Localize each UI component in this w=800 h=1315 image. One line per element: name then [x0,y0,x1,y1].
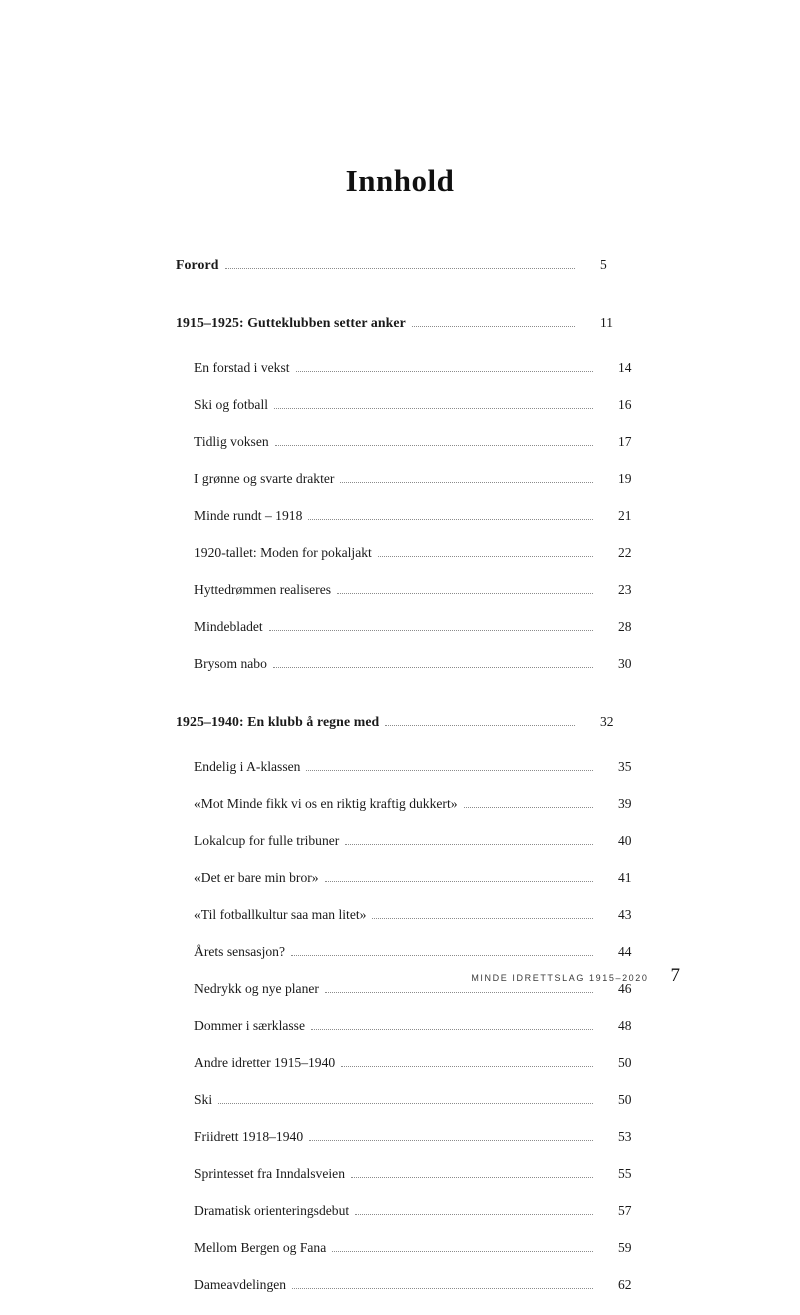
toc-entry-page-number: 41 [618,870,632,885]
toc-row-gap [176,273,628,295]
toc-entry-label: Dommer i særklasse [194,1018,306,1033]
toc-entry-sub[interactable] [176,1204,646,1219]
toc-entry-label: Friidrett 1918–1940 [194,1129,304,1144]
toc-entry-sub[interactable] [176,472,646,487]
toc-entry-page-number: 55 [618,1166,632,1181]
toc-entry-label: Dameavdelingen [194,1277,287,1292]
toc-entry-label: «Det er bare min bror» [194,870,319,885]
toc-entry-page-number: 5 [600,257,607,272]
toc-entry-page-number: 28 [618,619,632,634]
toc-entry-sub[interactable] [176,1278,646,1293]
toc-entry-major[interactable] [176,715,628,730]
toc-entry-sub[interactable] [176,1167,646,1182]
toc-entry-page-number: 35 [618,759,632,774]
toc-entry-label: Endelig i A-klassen [194,759,301,774]
footer-page-number: 7 [670,965,680,986]
toc-entry-sub[interactable] [176,834,646,849]
toc-row-gap [176,775,628,797]
toc-row-gap [176,812,628,834]
toc-row-gap [176,886,628,908]
toc-leader-dots [291,954,593,956]
toc-row-gap [176,1145,628,1167]
toc-row-gap [176,598,628,620]
toc-entry-sub[interactable] [176,1130,646,1145]
toc-entry-sub[interactable] [176,435,646,450]
toc-entry-sub[interactable] [176,1093,646,1108]
toc-row-gap [176,1256,628,1278]
toc-entry-page-number: 53 [618,1129,632,1144]
toc-entry-major[interactable] [176,258,628,273]
toc-entry-sub[interactable] [176,1241,646,1256]
toc-entry-sub[interactable] [176,583,646,598]
toc-leader-dots [309,1139,593,1141]
toc-leader-dots [269,629,593,631]
toc-entry-label: Dramatisk orienteringsdebut [194,1203,350,1218]
toc-leader-dots [378,555,593,557]
toc-row-gap [176,487,628,509]
toc-leader-dots [351,1176,593,1178]
toc-leader-dots [355,1213,593,1215]
toc-entry-page-number: 32 [600,714,614,729]
toc-row-gap [176,635,628,657]
toc-entry-label: Forord [176,257,219,272]
toc-entry-label: I grønne og svarte drakter [194,471,335,486]
toc-entry-page-number: 30 [618,656,632,671]
toc-entry-sub[interactable] [176,361,646,376]
toc-leader-dots [372,917,593,919]
toc-leader-dots [345,843,593,845]
toc-row-gap [176,672,628,694]
toc-leader-dots [218,1102,593,1104]
toc-row-gap [176,524,628,546]
toc-row-gap [176,1108,628,1130]
toc-entry-label: Hyttedrømmen realiseres [194,582,332,597]
toc-entry-page-number: 62 [618,1277,632,1292]
toc-leader-dots [332,1250,593,1252]
toc-entry-page-number: 43 [618,907,632,922]
toc-row-gap [176,376,628,398]
toc-entry-page-number: 39 [618,796,632,811]
toc-entry-page-number: 11 [600,315,613,330]
toc-leader-dots [292,1287,593,1289]
toc-entry-sub[interactable] [176,1019,646,1034]
toc-row-gap [176,1293,628,1315]
toc-entry-label: Ski [194,1092,213,1107]
toc-row-gap [176,997,628,1019]
toc-entry-label: Tidlig voksen [194,434,269,449]
page-title: Innhold [345,163,455,198]
toc-entry-label: Minde rundt – 1918 [194,508,303,523]
toc-entry-sub[interactable] [176,908,646,923]
toc-leader-dots [308,518,593,520]
toc-entry-major[interactable] [176,316,628,331]
toc-entry-page-number: 16 [618,397,632,412]
toc-entry-page-number: 40 [618,833,632,848]
toc-entry-label: 1920-tallet: Moden for pokaljakt [194,545,372,560]
toc-entry-page-number: 59 [618,1240,632,1255]
toc-leader-dots [273,666,593,668]
toc-leader-dots [412,325,575,327]
toc-entry-label: Sprintesset fra Inndalsveien [194,1166,345,1181]
toc-entry-page-number: 44 [618,944,632,959]
toc-row-gap [176,1219,628,1241]
toc-entry-page-number: 48 [618,1018,632,1033]
toc-entry-page-number: 19 [618,471,632,486]
toc-entry-page-number: 46 [618,981,632,996]
toc-entry-page-number: 22 [618,545,632,560]
toc-row-gap [176,849,628,871]
toc-entry-label: «Mot Minde fikk vi os en riktig kraftig dukkert» [194,796,458,811]
toc-leader-dots [464,806,593,808]
toc-leader-dots [311,1028,593,1030]
toc-spacer [176,295,628,316]
toc-entry-label: Ski og fotball [194,397,269,412]
toc-leader-dots [275,444,593,446]
toc-leader-dots [325,991,593,993]
toc-entry-sub[interactable] [176,1056,646,1071]
toc-leader-dots [325,880,593,882]
toc-entry-sub[interactable] [176,546,646,561]
toc-entry-label: Lokalcup for fulle tribuner [194,833,340,848]
toc-entry-sub[interactable] [176,657,646,672]
toc-entry-label: En forstad i vekst [194,360,290,375]
toc-entry-sub[interactable] [176,797,646,812]
toc-entry-page-number: 57 [618,1203,632,1218]
toc-entry-label: 1925–1940: En klubb å regne med [176,714,380,729]
toc-spacer [176,694,628,715]
toc-entry-sub[interactable] [176,945,646,960]
toc-entry-label: Andre idretter 1915–1940 [194,1055,336,1070]
toc-entry-label: «Til fotballkultur saa man litet» [194,907,367,922]
toc-entry-label: Nedrykk og nye planer [194,981,319,996]
toc-entry-sub[interactable] [176,760,646,775]
toc-leader-dots [340,481,593,483]
toc-entry-sub[interactable] [176,509,646,524]
toc-leader-dots [306,769,593,771]
toc-entry-sub[interactable] [176,398,646,413]
page-footer [0,965,800,987]
toc-entry-page-number: 50 [618,1092,632,1107]
toc-entry-label: Brysom nabo [194,656,267,671]
toc-row-gap [176,1182,628,1204]
toc-leader-dots [385,724,575,726]
table-of-contents [176,257,632,1315]
toc-row-gap [176,561,628,583]
toc-entry-label: Årets sensasjon? [194,944,285,959]
toc-leader-dots [225,267,576,269]
toc-leader-dots [337,592,593,594]
toc-entry-page-number: 21 [618,508,632,523]
toc-row-gap [176,1071,628,1093]
toc-row-gap [176,923,628,945]
toc-row-gap [176,1034,628,1056]
toc-entry-page-number: 17 [618,434,632,449]
toc-leader-dots [341,1065,593,1067]
toc-leader-dots [274,407,593,409]
toc-entry-label: Mellom Bergen og Fana [194,1240,327,1255]
toc-row-gap [176,413,628,435]
toc-row-gap [176,450,628,472]
toc-entry-sub[interactable] [176,871,646,886]
toc-entry-label: Mindebladet [194,619,263,634]
toc-entry-page-number: 50 [618,1055,632,1070]
toc-row-gap [176,730,628,752]
toc-entry-label: 1915–1925: Gutteklubben setter anker [176,315,406,330]
toc-entry-page-number: 23 [618,582,632,597]
toc-entry-page-number: 14 [618,360,632,375]
footer-imprint: MINDE IDRETTSLAG 1915–2020 [471,973,649,983]
toc-leader-dots [296,370,593,372]
toc-row-gap [176,331,628,353]
toc-entry-sub[interactable] [176,620,646,635]
